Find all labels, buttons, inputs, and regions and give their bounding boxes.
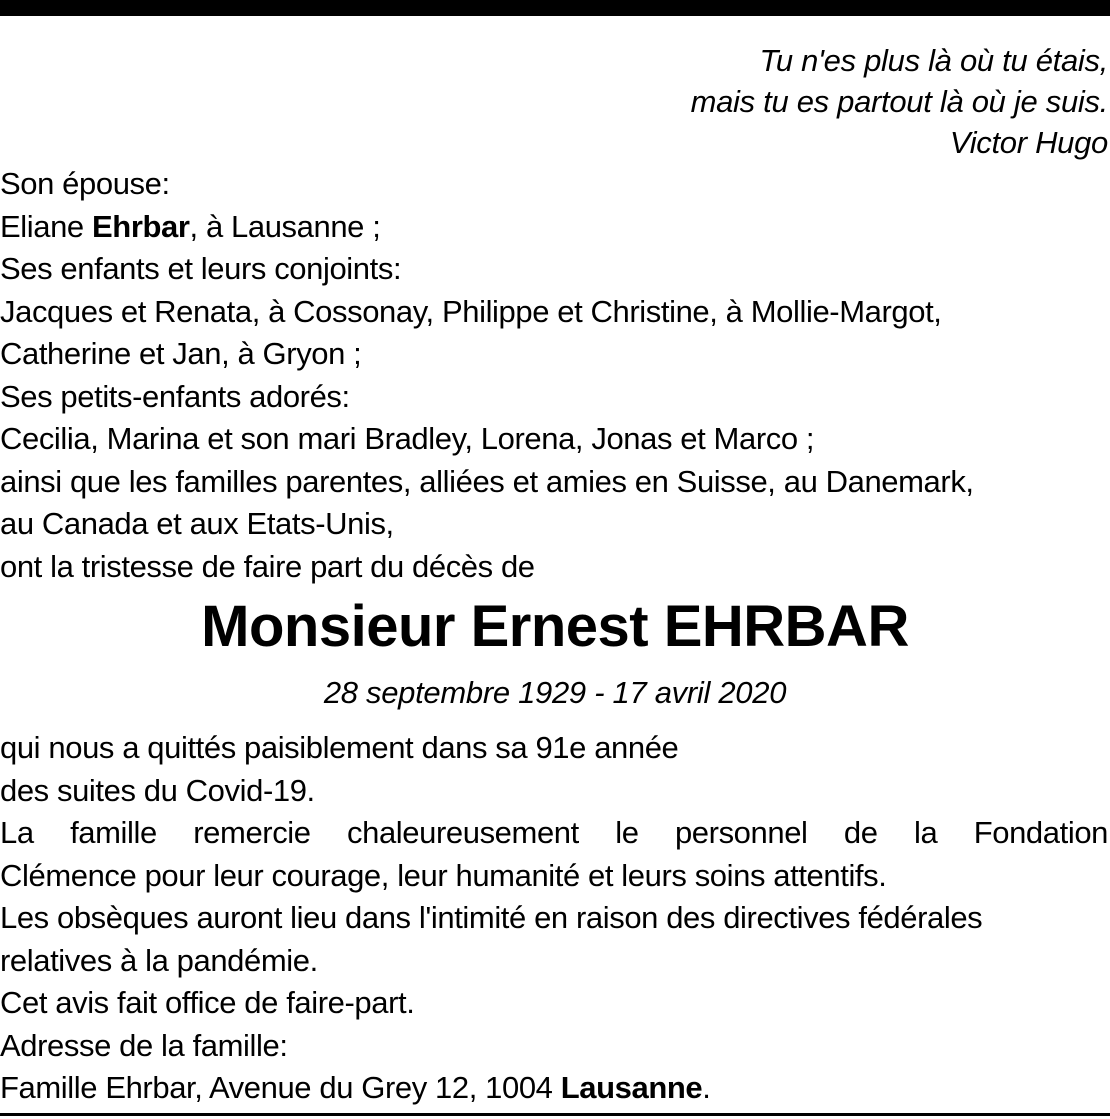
grandchildren-heading: Ses petits-enfants adorés: [0,378,350,414]
spouse-first-name: Eliane [0,208,92,244]
spouse-heading: Son épouse: [0,166,170,201]
children-line-2: Catherine et Jan, à Gryon ; [0,336,362,371]
relatives-line-1: ainsi que les familles parentes, alliées et amies en Suisse, au Danemark, [0,463,974,499]
thanks-line-1: La famille remercie chaleureusement le personnel de la Fondation [0,815,1108,850]
bottom-border [0,1113,1110,1116]
funeral-line-2: relatives à la pandémie. [0,942,318,978]
family-section [0,163,974,588]
spouse-place: , à Lausanne ; [189,208,381,244]
address-text: Famille Ehrbar, Avenue du Grey 12, 1004 [0,1070,561,1105]
deceased-name: Monsieur Ernest EHRBAR [201,594,909,659]
quote-line-1: Tu n'es plus là où tu étais, [759,43,1108,78]
address-line [0,1067,1108,1110]
funeral-line-1: Les obsèques auront lieu dans l'intimité en raison des directives fédérales [0,900,983,935]
children-heading: Ses enfants et leurs conjoints: [0,251,402,286]
relatives-line-2: au Canada et aux Etats-Unis, [0,506,394,541]
address-end: . [702,1070,711,1105]
thanks-line-2: Clémence pour leur courage, leur humanité et leurs soins attentifs. [0,857,887,893]
details-section [0,727,1108,1110]
passing-line-2: des suites du Covid-19. [0,772,315,808]
quote-line-2: mais tu es partout là où je suis. [690,84,1108,119]
address-heading: Adresse de la famille: [0,1027,288,1063]
epigraph-quote [691,40,1108,163]
children-line-1: Jacques et Renata, à Cossonay, Philippe et Christine, à Mollie-Margot, [0,293,942,329]
announcement-line: ont la tristesse de faire part du décès de [0,548,535,584]
spouse-line [0,206,974,249]
notice-line: Cet avis fait office de faire-part. [0,985,415,1020]
quote-author: Victor Hugo [949,125,1108,160]
passing-line-1: qui nous a quittés paisiblement dans sa 91e année [0,730,679,765]
address-city: Lausanne [560,1070,703,1105]
top-border [0,0,1110,16]
grandchildren-line: Cecilia, Marina et son mari Bradley, Lorena, Jonas et Marco ; [0,421,815,456]
life-dates: 28 septembre 1929 - 17 avril 2020 [323,675,787,710]
spouse-surname: Ehrbar [92,208,190,244]
